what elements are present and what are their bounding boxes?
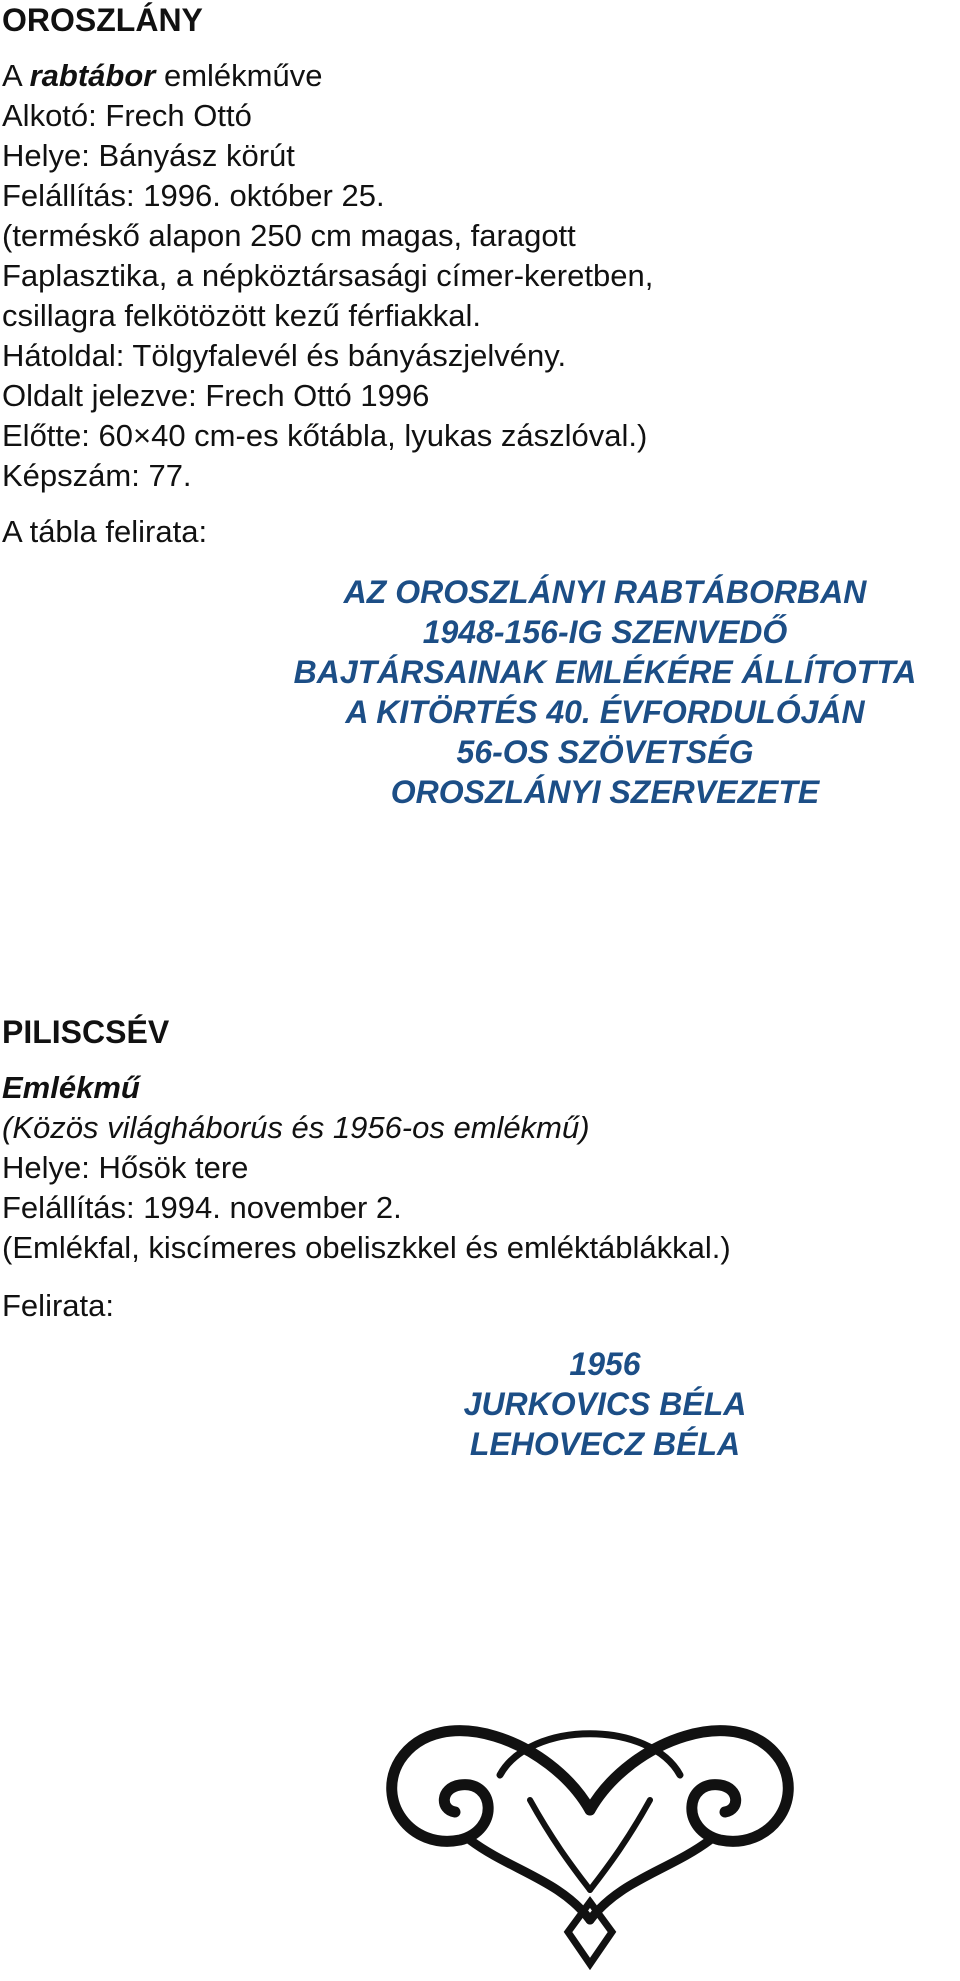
decorative-knot-ornament-icon <box>380 1680 800 1970</box>
inscription-label: Felirata: <box>2 1288 114 1323</box>
detail-line: Előtte: 60×40 cm-es kőtábla, lyukas zászlóval.) <box>2 418 648 453</box>
inscription-label: A tábla felirata: <box>2 514 208 549</box>
detail-line: (Emlékfal, kiscímeres obeliszkkel és emléktáblákkal.) <box>2 1230 731 1265</box>
inscription-line: AZ OROSZLÁNYI RABTÁBORBAN <box>343 574 867 610</box>
section-heading-piliscsev: PILISCSÉV <box>2 1014 170 1050</box>
monument-title-prefix: A <box>2 58 30 93</box>
detail-line: Képszám: 77. <box>2 458 192 493</box>
detail-line: Helye: Hősök tere <box>2 1150 249 1185</box>
inscription-line: LEHOVECZ BÉLA <box>469 1426 741 1462</box>
detail-line: Felállítás: 1996. október 25. <box>2 178 385 213</box>
monument-title-suffix: emlékműve <box>155 58 323 93</box>
detail-line: Oldalt jelezve: Frech Ottó 1996 <box>2 378 430 413</box>
detail-line: csillagra felkötözött kezű férfiakkal. <box>2 298 481 333</box>
detail-line: Felállítás: 1994. november 2. <box>2 1190 402 1225</box>
inscription-line: OROSZLÁNYI SZERVEZETE <box>390 774 820 810</box>
inscription-line: 1948-156-IG SZENVEDŐ <box>422 614 788 650</box>
inscription-block-piliscsev <box>430 1344 780 1464</box>
inscription-line: BAJTÁRSAINAK EMLÉKÉRE ÁLLÍTOTTA <box>293 654 917 690</box>
section-heading-oroszlany: OROSZLÁNY <box>2 2 203 38</box>
detail-line: Helye: Bányász körút <box>2 138 295 173</box>
detail-line: (terméskő alapon 250 cm magas, faragott <box>2 218 576 253</box>
monument-subtitle: (Közös világháborús és 1956-os emlékmű) <box>2 1110 590 1145</box>
inscription-line: JURKOVICS BÉLA <box>463 1386 747 1422</box>
detail-line: Faplasztika, a népköztársasági címer-keretben, <box>2 258 654 293</box>
inscription-block-oroszlany <box>260 572 950 812</box>
inscription-line: 1956 <box>569 1346 641 1382</box>
monument-title <box>2 56 322 96</box>
monument-title-emphasis: rabtábor <box>29 58 156 93</box>
monument-title: Emlékmű <box>2 1070 140 1105</box>
inscription-line: A KITÖRTÉS 40. ÉVFORDULÓJÁN <box>345 694 865 730</box>
detail-line: Alkotó: Frech Ottó <box>2 98 252 133</box>
inscription-line: 56-OS SZÖVETSÉG <box>456 734 754 770</box>
detail-line: Hátoldal: Tölgyfalevél és bányászjelvény. <box>2 338 567 373</box>
